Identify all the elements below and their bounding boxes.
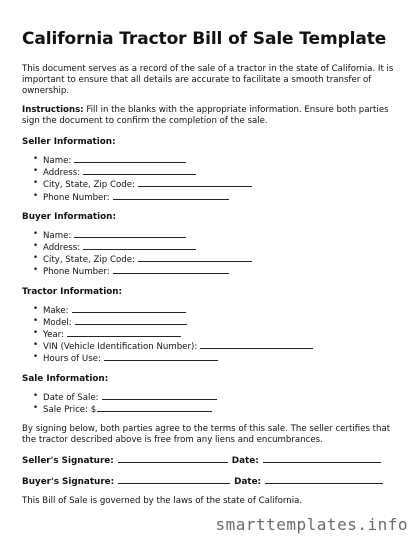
tractor-vin-field [43,340,402,352]
tractor-make-blank[interactable] [72,304,186,313]
seller-city-field [43,178,402,190]
field-label: Date of Sale: [43,392,99,403]
seller-phone-blank[interactable] [113,191,229,200]
document-page [22,28,402,515]
buyer-signature-label: Buyer's Signature: [22,477,115,488]
buyer-date-label: Date: [234,477,262,488]
watermark-text: smarttemplates.info [215,515,408,534]
intro-paragraph: This document serves as a record of the sale of a tractor in the state of California. It is important to ensure that all details are accurate to facilitate a smooth transfer of ownership. [22,64,394,96]
buyer-signature-row [22,475,402,487]
tractor-heading: Tractor Information: [22,286,123,297]
tractor-fields [22,304,402,365]
tractor-year-field [43,328,402,340]
seller-city-blank[interactable] [138,178,252,187]
field-label: Address: [43,168,81,179]
instructions-paragraph [22,105,402,127]
field-label: VIN (Vehicle Identification Number): [43,342,198,353]
buyer-name-field [43,229,402,241]
sale-date-field [43,391,402,403]
sale-price-field [43,403,402,415]
seller-phone-field [43,191,402,203]
buyer-phone-field [43,265,402,277]
seller-address-blank[interactable] [83,166,196,175]
seller-name-blank[interactable] [74,154,186,163]
buyer-city-field [43,253,402,265]
seller-signature-label: Seller's Signature: [22,456,114,467]
tractor-year-blank[interactable] [67,328,181,337]
field-label: Model: [43,317,72,328]
seller-name-field [43,154,402,166]
field-label: Year: [43,330,64,341]
field-label: Sale Price: $ [43,404,97,415]
field-label: Hours of Use: [43,354,101,365]
tractor-model-field [43,316,402,328]
sale-fields [22,391,402,415]
tractor-hours-field [43,352,402,364]
buyer-fields [22,229,402,278]
seller-heading: Seller Information: [22,137,116,147]
buyer-heading: Buyer Information: [22,211,116,222]
buyer-signature-blank[interactable] [118,475,230,484]
seller-date-blank[interactable] [263,454,381,463]
agreement-paragraph: By signing below, both parties agree to the terms of this sale. The seller certifies that the tractor described above is free from any liens and encumbrances. [22,424,391,446]
buyer-name-blank[interactable] [74,229,186,238]
tractor-model-blank[interactable] [75,316,187,325]
seller-signature-row [22,454,402,466]
seller-signature-blank[interactable] [118,454,228,463]
field-label: Address: [43,243,81,254]
field-label: Phone Number: [43,192,110,203]
field-label: Phone Number: [43,267,110,278]
buyer-address-blank[interactable] [83,241,196,250]
sale-price-blank[interactable] [97,403,212,412]
seller-fields [22,154,402,203]
buyer-date-blank[interactable] [265,475,383,484]
closing-paragraph: This Bill of Sale is governed by the laws of the state of California. [22,496,303,507]
tractor-make-field [43,304,402,316]
buyer-city-blank[interactable] [138,253,252,262]
instructions-label: Instructions: [22,105,84,115]
document-title: California Tractor Bill of Sale Template [22,29,387,49]
field-label: City, State, Zip Code: [43,255,135,266]
field-label: Name: [43,156,72,166]
sale-date-blank[interactable] [102,391,217,400]
seller-date-label: Date: [231,456,259,467]
sale-heading: Sale Information: [22,373,109,384]
field-label: Name: [43,230,72,241]
instructions-text: Fill in the blanks with the appropriate information. Ensure both parties sign the document to confirm the completion of the sale. [22,105,389,126]
buyer-phone-blank[interactable] [113,265,229,274]
tractor-hours-blank[interactable] [104,352,218,361]
seller-address-field [43,166,402,178]
field-label: Make: [43,305,69,316]
buyer-address-field [43,241,402,253]
field-label: City, State, Zip Code: [43,180,135,191]
tractor-vin-blank[interactable] [200,340,313,349]
